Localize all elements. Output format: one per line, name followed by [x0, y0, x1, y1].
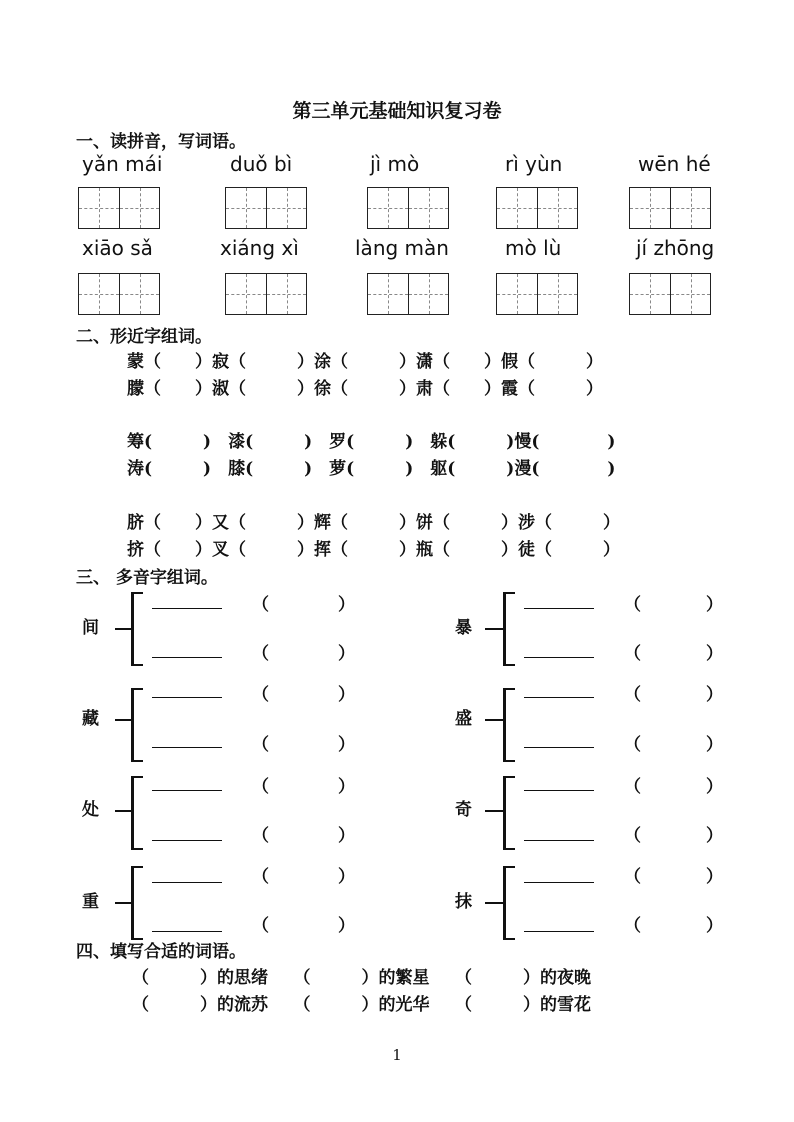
- similar-char-row: 筹( ) 漆( ) 罗( ) 躲( )慢( ): [127, 432, 616, 452]
- similar-char-row: 朦（ ）淑（ ）徐（ ）肃（ ）霞（ ）: [127, 379, 603, 399]
- close-paren: ）: [338, 826, 355, 846]
- page-number: 1: [392, 1046, 402, 1064]
- writing-grid[interactable]: [496, 187, 578, 229]
- bracket-tick: [503, 866, 515, 868]
- bracket-line: [503, 688, 506, 762]
- polyphone-char: 处: [82, 800, 99, 820]
- answer-line[interactable]: [524, 697, 594, 698]
- open-paren: （: [252, 595, 269, 615]
- answer-line[interactable]: [524, 608, 594, 609]
- bracket-tick: [131, 664, 143, 666]
- close-paren: ）: [706, 867, 723, 887]
- pinyin-10: jí zhōng: [636, 236, 715, 260]
- similar-char-row: 涛( ) 膝( ) 萝( ) 躯( )漫( ): [127, 459, 616, 479]
- close-paren: ）: [706, 777, 723, 797]
- close-paren: ）: [706, 644, 723, 664]
- bracket-tick: [485, 628, 505, 630]
- open-paren: （: [624, 644, 641, 664]
- open-paren: （: [252, 867, 269, 887]
- pinyin-6: xiāo sǎ: [82, 236, 153, 260]
- bracket-tick: [503, 776, 515, 778]
- bracket-tick: [503, 938, 515, 940]
- answer-line[interactable]: [524, 840, 594, 841]
- open-paren: （: [624, 595, 641, 615]
- close-paren: ）: [338, 644, 355, 664]
- section3-heading: 三、 多音字组词。: [76, 568, 218, 588]
- bracket-line: [131, 592, 134, 666]
- pinyin-9: mò lù: [505, 236, 562, 260]
- section4-heading: 四、填写合适的词语。: [76, 942, 246, 962]
- close-paren: ）: [706, 735, 723, 755]
- section2-heading: 二、形近字组词。: [76, 327, 212, 347]
- polyphone-char: 暴: [455, 618, 472, 638]
- close-paren: ）: [706, 916, 723, 936]
- pinyin-4: rì yùn: [505, 152, 563, 176]
- open-paren: （: [624, 685, 641, 705]
- bracket-tick: [131, 592, 143, 594]
- polyphone-char: 盛: [455, 709, 472, 729]
- pinyin-8: làng màn: [355, 236, 449, 260]
- bracket-tick: [485, 902, 505, 904]
- polyphone-char: 抹: [455, 892, 472, 912]
- bracket-line: [503, 592, 506, 666]
- bracket-tick: [485, 810, 505, 812]
- open-paren: （: [252, 916, 269, 936]
- close-paren: ）: [338, 777, 355, 797]
- bracket-tick: [503, 592, 515, 594]
- writing-grid[interactable]: [225, 273, 307, 315]
- close-paren: ）: [338, 735, 355, 755]
- pinyin-1: yǎn mái: [82, 152, 163, 176]
- writing-grid[interactable]: [225, 187, 307, 229]
- similar-char-row: 挤（ ）叉（ ）挥（ ）瓶（ ）徒（ ）: [127, 540, 620, 560]
- writing-grid[interactable]: [629, 273, 711, 315]
- writing-grid[interactable]: [496, 273, 578, 315]
- bracket-tick: [131, 688, 143, 690]
- writing-grid[interactable]: [367, 273, 449, 315]
- writing-grid[interactable]: [78, 273, 160, 315]
- answer-line[interactable]: [152, 790, 222, 791]
- answer-line[interactable]: [524, 790, 594, 791]
- open-paren: （: [252, 777, 269, 797]
- answer-line[interactable]: [524, 882, 594, 883]
- bracket-tick: [503, 664, 515, 666]
- bracket-tick: [131, 848, 143, 850]
- section1-heading: 一、读拼音，写词语。: [76, 132, 246, 152]
- close-paren: ）: [338, 685, 355, 705]
- page-title: 第三单元基础知识复习卷: [292, 100, 502, 122]
- close-paren: ）: [338, 916, 355, 936]
- answer-line[interactable]: [524, 931, 594, 932]
- answer-line[interactable]: [524, 657, 594, 658]
- answer-line[interactable]: [524, 747, 594, 748]
- bracket-tick: [503, 848, 515, 850]
- fill-phrase-row: （ ）的流苏 （ ）的光华 （ ）的雪花: [132, 995, 591, 1015]
- polyphone-char: 重: [82, 892, 99, 912]
- bracket-line: [503, 866, 506, 940]
- close-paren: ）: [706, 595, 723, 615]
- open-paren: （: [624, 777, 641, 797]
- open-paren: （: [624, 826, 641, 846]
- polyphone-char: 间: [82, 618, 99, 638]
- pinyin-3: jì mò: [370, 152, 420, 176]
- open-paren: （: [624, 867, 641, 887]
- open-paren: （: [252, 826, 269, 846]
- answer-line[interactable]: [152, 882, 222, 883]
- bracket-tick: [131, 776, 143, 778]
- fill-phrase-row: （ ）的思绪 （ ）的繁星 （ ）的夜晚: [132, 968, 591, 988]
- open-paren: （: [624, 735, 641, 755]
- bracket-tick: [131, 866, 143, 868]
- polyphone-char: 奇: [455, 800, 472, 820]
- open-paren: （: [624, 916, 641, 936]
- open-paren: （: [252, 644, 269, 664]
- pinyin-7: xiáng xì: [220, 236, 299, 260]
- bracket-tick: [503, 688, 515, 690]
- answer-line[interactable]: [152, 931, 222, 932]
- similar-char-row: 脐（ ）又（ ）辉（ ）饼（ ）涉（ ）: [127, 513, 620, 533]
- polyphone-char: 藏: [82, 709, 99, 729]
- answer-line[interactable]: [152, 657, 222, 658]
- bracket-line: [503, 776, 506, 850]
- close-paren: ）: [338, 595, 355, 615]
- bracket-tick: [485, 719, 505, 721]
- pinyin-2: duǒ bì: [230, 152, 293, 176]
- open-paren: （: [252, 735, 269, 755]
- answer-line[interactable]: [152, 747, 222, 748]
- close-paren: ）: [706, 685, 723, 705]
- bracket-line: [131, 866, 134, 940]
- similar-char-row: 蒙（ ）寂（ ）涂（ ）潇（ ）假（ ）: [127, 352, 603, 372]
- answer-line[interactable]: [152, 840, 222, 841]
- bracket-line: [131, 688, 134, 762]
- writing-grid[interactable]: [367, 187, 449, 229]
- writing-grid[interactable]: [629, 187, 711, 229]
- open-paren: （: [252, 685, 269, 705]
- writing-grid[interactable]: [78, 187, 160, 229]
- bracket-tick: [503, 760, 515, 762]
- close-paren: ）: [706, 826, 723, 846]
- pinyin-5: wēn hé: [638, 152, 711, 176]
- bracket-tick: [131, 760, 143, 762]
- close-paren: ）: [338, 867, 355, 887]
- answer-line[interactable]: [152, 608, 222, 609]
- bracket-line: [131, 776, 134, 850]
- answer-line[interactable]: [152, 697, 222, 698]
